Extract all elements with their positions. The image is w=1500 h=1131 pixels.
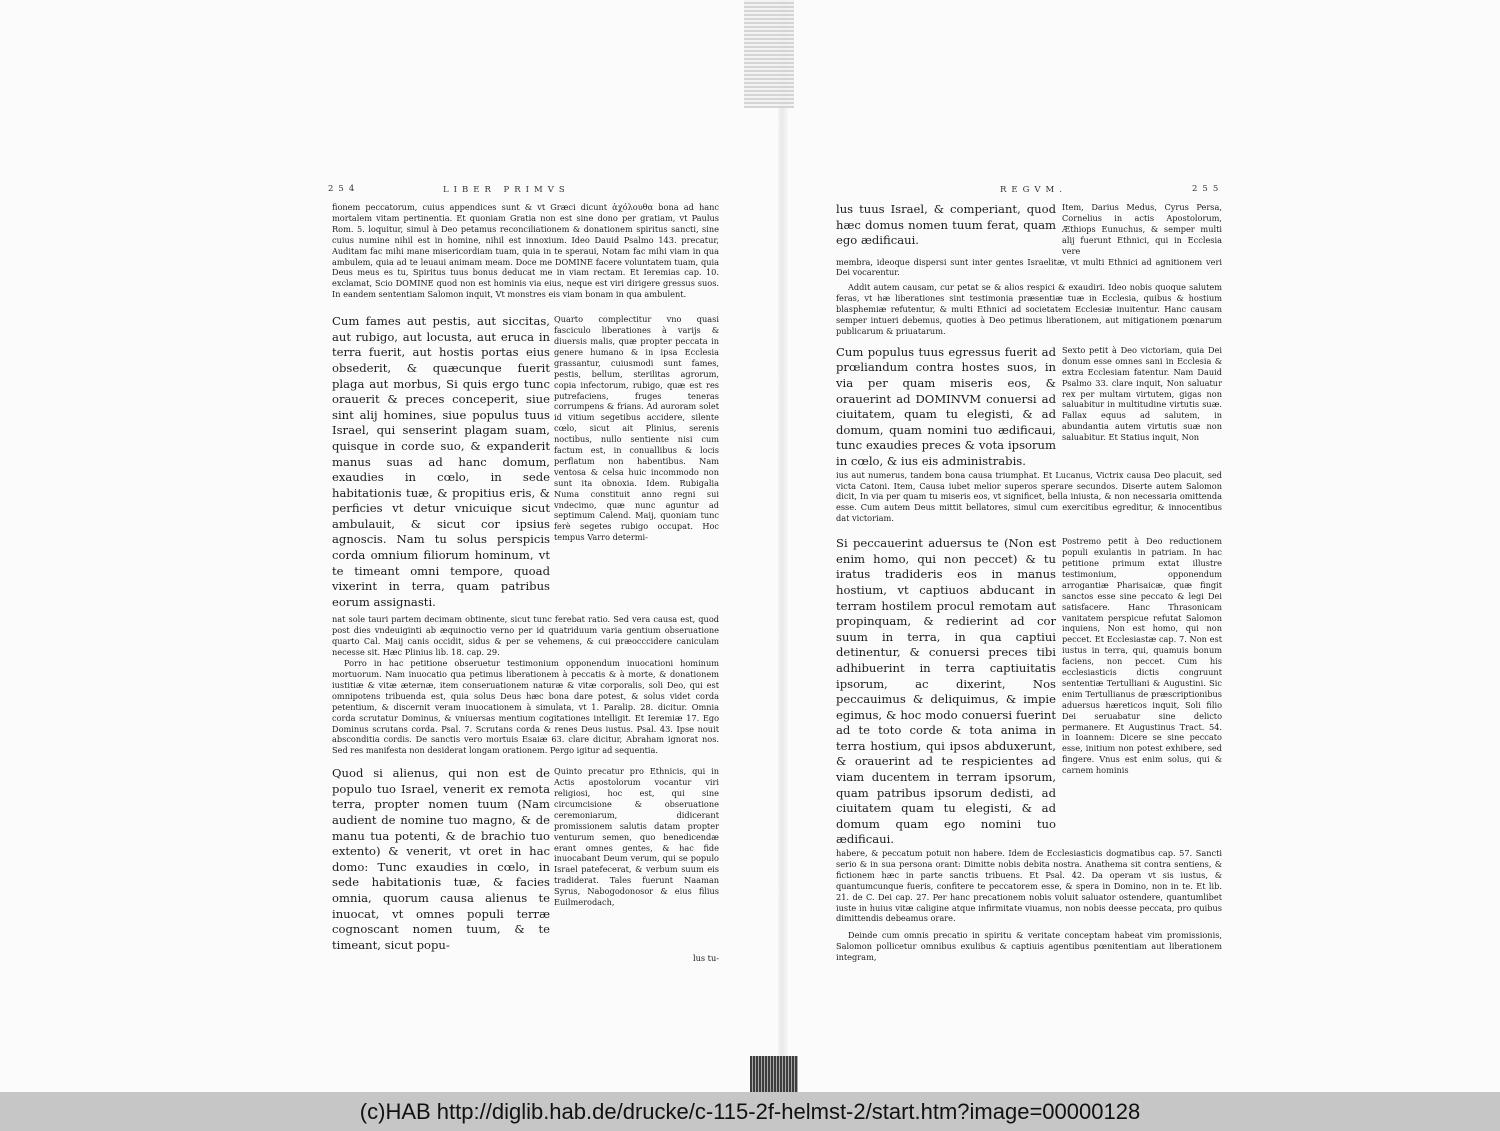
verse-paragraph: Si peccauerint aduersus te (Non est enim homo, qui non peccet) & tu iratus tradideris eos in manus hostium, vt captiuos abducant in terram hostilem procul remotam aut propinquam, & redierint ad cor suum in terra, in qua captiui detinentur, & conuersi preces tibi adhibuerint in terra captiuitatis ipsorum, ac dixerint, Nos peccauimus & deliquimus, & impie egimus, & hoc modo conuersi fuerint ad te toto corde & tota anima in terra hostium, qui ipsos abduxerunt, & orauerint ad te respicientes ad viam ducentem in terram ipsorum, quam patribus ipsorum dedisti, ad ciuitatem quam tu elegisti, & ad domum quam ego nomini tuo ædificaui.	[836, 536, 1056, 847]
copyright-footer: (c)HAB http://diglib.hab.de/drucke/c-115-2f-helmst-2/start.htm?image=00000128	[0, 1092, 1500, 1131]
verse-paragraph: lus tuus Israel, & comperiant, quod hæc domus nomen tuum ferat, quam ego ædificaui.	[836, 202, 1056, 248]
right-top-text-2: Addit autem causam, cur petat se & alios respici & exaudiri. Ideo nobis quoque salutem feras, vt hæ liberationes sint testimonia præsentiæ tuæ in Ecclesia, quibus & hostium blasphemiæ refutentur, & multi Ethnici ad societatem Ecclesiæ inuitentur. Hanc causam semper intueri debemus, quoties à Deo petimus liberationem, aut mitigationem pœnarum publicarum & priuatarum.	[836, 282, 1222, 336]
verse-paragraph: Quod si alienus, qui non est de populo tuo Israel, venerit ex remota terra, propter nomen tuum (Nam audient de nomine tuo magno, & de manu tua potenti, & de brachio tuo extento) & venerit, vt oret in hac domo: Tunc exaudies in cœlo, in sede habitationis tuæ, & facies omnia, quorum causa alienus te inuocat, vt omnes populi terræ cognoscant nomen tuum, & te timeant, sicut popu-	[332, 766, 550, 952]
book-gutter	[776, 0, 788, 1092]
commentary-paragraph: Quinto precatur pro Ethnicis, qui in Actis apostolorum vocantur viri religiosi, hoc est, qui sine circumcisione & obseruatione ceremoniarum, didicerant promissionem salutis datam propter venturum semen, quo benedicendæ erant omnes gentes, & hac fide inuocabant Deum verum, qui se populo Israel patefecerat, & verbum suum eis tradiderat. Tales fuerunt Naaman Syrus, Nabogodonosor & eius filius Euilmerodach,	[554, 766, 719, 908]
right-columns-1	[836, 345, 1222, 470]
commentary-paragraph: Item, Darius Medus, Cyrus Persa, Cornelius in actis Apostolorum, Æthiops Eunuchus, & semper multi alij fuerunt Ethnici, qui in Ecclesia vere	[1062, 202, 1222, 256]
right-mid-text: ius aut numerus, tandem bona causa triumphat. Et Lucanus, Victrix causa Deo placuit, sed victa Catoni. Item, Causa iubet melior superos sperare secundos. Diserte autem Salomon dicit, In via per quam tu miseris eos, vt significet, bella iniusta, & non necessaria omittenda esse. Cum autem Deus mittit bellatores, simul cum exercitibus egreditur, & innocentibus dat victoriam.	[836, 469, 1222, 524]
commentary-paragraph: Quarto complectitur vno quasi fasciculo liberationes à varijs & diuersis malis, quæ propter peccata in genere humano & in ipsa Ecclesia grassantur, cuiusmodi sunt fames, pestis, bellum, sterilitas agrorum, copia infectorum, rubigo, quæ est res putrefaciens, fruges teneras corrumpens & frians. Ad auroram solet id vitium segetibus accidere, silente cœlo, sicut ait Plinius, serenis noctibus, nullo sentiente nisi cum factum est, in conuallibus & locis perflatum non habentibus. Nam ventosa & celsa huic incommodo non sunt ita obnoxia. Idem. Rubigalia Numa constituit anno regni sui vndecimo, quæ nunc aguntur ad septimum Calend. Maij, quoniam tunc ferè segetes rubigo occupat. Hoc tempus Varro determi-	[554, 314, 719, 543]
verse-paragraph: Cum fames aut pestis, aut siccitas, aut rubigo, aut locusta, aut eruca in terra fuerit, aut hostis portas eius obsederit, & quæcunque fuerit plaga aut morbus, Si quis ergo tunc orauerit & preces conceperit, siue sint alij homines, siue populus tuus Israel, qui senserint plagam suam, quisque in corde suo, & expanderit manus suas ad hanc domum, exaudies in cœlo, in sede habitationis tuæ, & propitius eris, & perficies vt detur vnicuique sicut ambulauit, & sicut cor ipsius agnoscis. Nam tu solus perspicis corda omnium filiorum hominum, vt te timeant omni tempore, quoad vixerint in terra, quam patribus eorum assignasti.	[332, 314, 550, 609]
left-page-number: 254	[328, 184, 360, 194]
commentary-paragraph: Postremo petit à Deo reductionem populi exulantis in patriam. In hac petitione primum extat illustre testimonium, opponendum arrogantiæ Pharisaicæ, quæ fingit sanctos esse sine peccato & legi Dei satisfacere. Hanc Thrasonicam vanitatem perspicue refutat Salomon inquiens, Non est homo, qui non peccet. Et Ecclesiastæ cap. 7. Non est iustus in terra, qui, quamuis bonum faciens, non peccet. Cum his ecclesiasticis dictis congruunt sententiæ Tertulliani & Augustini. Sic enim Tertullianus de præscriptionibus aduersus hæreticos inquit, Soli filio Dei seruabatur sine delicto permanere. Et Augustinus Tract. 54. in Ioannem: Dicere se sine peccato esse, initium non potest exhibere, sed fingere. Vnus est enim solus, qui & carnem hominis	[1062, 536, 1222, 776]
left-page	[332, 202, 719, 964]
right-running-title: REGVM.	[1000, 185, 1067, 195]
left-mid-text: nat sole tauri partem decimam obtinente, sicut tunc ferebat ratio. Sed vera causa est, quod post dies vndeuiginti ab æquinoctio verno per id quatriduum varia gentium obseruatione quarto Cal. Maij canis occidit, sidus & per se vehemens, & cui præocccidere caniculam necesse sit. Hæc Plinius lib. 18. cap. 29.	[332, 614, 719, 658]
catchword: lus tu-	[692, 953, 719, 964]
binding-strip-bottom	[750, 1056, 798, 1092]
right-bottom-text: habere, & peccatum potuit non habere. Idem de Ecclesiasticis dogmatibus cap. 57. Sancti serio & in sua persona orant: Dimitte nobis debita nostra. Anathema sit contra sentiens, & fictionem hæc in parte sanctis tribuens. Et Psal. 42. Da operam vt sis iustus, & quantumcunque fueris, confitere te peccatorem esse, & spera in Domino, non in te. Et lib. 21. de C. Dei cap. 27. Per hanc precationem nobis voluit saluator ostendere, quantumlibet iuste in huius vitæ caligine atque infirmitate viuamus, non nobis deesse peccata, pro quibus dimittendis debeamus orare.	[836, 848, 1222, 924]
commentary-paragraph: Sexto petit à Deo victoriam, quia Dei donum esse omnes sani in Ecclesia & extra Ecclesiam fatentur. Nam Dauid Psalmo 33. clare inquit, Non saluatur rex per multam virtutem, gigas non saluabitur in multitudine virtutis suæ. Fallax equus ad salutem, in abundantia autem virtutis suæ non saluabitur. Et Statius inquit, Non	[1062, 344, 1222, 443]
verse-paragraph: Cum populus tuus egressus fuerit ad prœliandum contra hostes suos, in via per quam miseris eos, & orauerint ad DOMINVM conuersi ad ciuitatem, quam tu elegisti, & ad domum, quam nomini tuo ædificaui, tunc exaudies preces & vota ipsorum in cœlo, & ius eis administrabis.	[836, 344, 1056, 469]
binding-strip-top	[744, 0, 794, 108]
left-running-title: LIBER PRIMVS	[443, 185, 570, 195]
left-top-text: fionem peccatorum, cuius appendices sunt & vt Græci dicunt ἀχόλουθα bona ad hanc mortalem vitam pertinentia. Et quoniam Gratia non est sine dono per gratiam, vt Paulus Rom. 5. loquitur, simul à Deo petamus reconciliationem & donationem spiritus sancti, sine cuius numine nihil est in homine, nihil est innoxium. Ideo Dauid Psalmo 143. precatur, Auditam fac mihi mane misericordiam tuam, quia in te speraui, Notam fac mihi viam in qua ambulem, quia ad te leuaui animam meam. Doce me DOMINE facere voluntatem tuam, quia Deus meus es tu, Spiritus tuus bonus deducat me in viam rectam. Et Ieremias cap. 10. exclamat, Scio DOMINE quod non est hominis via eius, neque est viri dirigere gressus suos. In eandem sententiam Salomon inquit, Vt monstres eis viam bonam in qua ambulent.	[332, 202, 719, 300]
left-columns-2	[332, 766, 719, 953]
right-columns-0	[836, 202, 1222, 257]
right-page	[836, 202, 1222, 963]
right-bottom-text-2: Deinde cum omnis precatio in spiritu & veritate conceptam habeat vim promissionis, Salomon pollicetur omnibus exulibus & captiuis agentibus pœnitentiam aut liberationem integram,	[836, 930, 1222, 963]
left-mid-text-2: Porro in hac petitione obseruetur testimonium opponendum inuocationi hominum mortuorum. Nam inuocatio qua petimus liberationem à peccatis & à morte, & donationem iustitiæ & vitæ æternæ, item conseruationem naturæ & vitæ corporalis, soli Deo, qui est omnipotens tribuenda est, quia solus Deus hæc bona dare potest, & solus videt corda petentium, & discernit veram inuocationem à simulata, vt 1. Paralip. 28. dicitur. Omnia corda scrutatur Dominus, & vniuersas mentium cogitationes intelligit. Et Ieremiæ 17. Ego Dominus scrutans corda. Psal. 7. Scrutans corda & renes Deus iustus. Psal. 43. Ipse nouit absconditia cordis. De sanctis vero mortuis Esaiæ 63. clare dicitur, Abraham ignorat nos. Sed res manifesta non desiderat longam orationem. Pergo igitur ad sequentia.	[332, 658, 719, 756]
right-page-number: 255	[1192, 184, 1224, 194]
left-columns-1	[332, 314, 719, 610]
right-columns-2	[836, 536, 1222, 848]
right-top-text: membra, ideoque dispersi sunt inter gentes Israelitæ, vt multi Ethnici ad agnitionem veri Dei vocarentur.	[836, 256, 1222, 278]
